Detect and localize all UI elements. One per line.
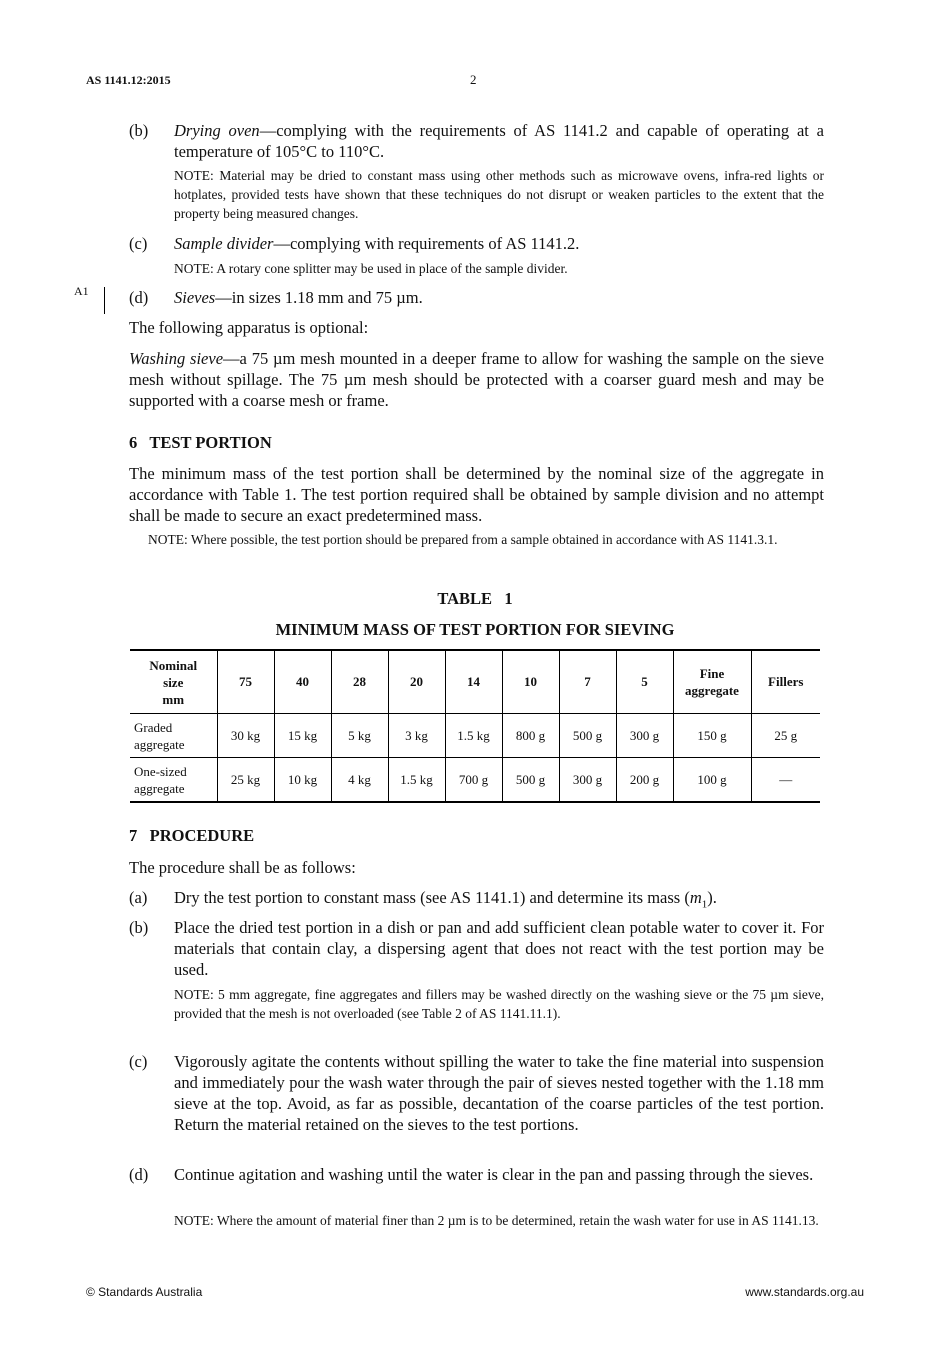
- table-cell: 15 kg: [274, 714, 331, 758]
- apparatus-item-c: [129, 233, 824, 255]
- step-label: (d): [129, 1165, 149, 1184]
- page-number: 2: [470, 72, 477, 87]
- table-cell: 4 kg: [331, 758, 388, 802]
- document-id: AS 1141.12:2015: [86, 73, 171, 87]
- row-label: Graded aggregate: [130, 714, 217, 758]
- table-cell: 1.5 kg: [445, 714, 502, 758]
- section-6-heading: 6 TEST PORTION: [129, 433, 272, 452]
- table-cell: 500 g: [559, 714, 616, 758]
- header-size: 7: [559, 651, 616, 714]
- table-header-row: [130, 651, 820, 714]
- step-label: (b): [129, 918, 149, 937]
- table-cell: 5 kg: [331, 714, 388, 758]
- item-term: Drying oven: [174, 121, 260, 140]
- section-6-note: NOTE: Where possible, the test portion should be prepared from a sample obtained in accordance with AS 1141.3.1.: [148, 532, 778, 547]
- mass-variable: m: [689, 888, 702, 907]
- section-7-intro: The procedure shall be as follows:: [129, 858, 356, 877]
- table-row: [130, 758, 820, 802]
- header-size: 20: [388, 651, 445, 714]
- table-cell: 100 g: [673, 758, 751, 802]
- footer-copyright: © Standards Australia: [86, 1285, 203, 1299]
- table-cell: —: [751, 758, 820, 802]
- step-text: Place the dried test portion in a dish or pan and add sufficient clean potable water to cover it. For materials that contain clay, a dispersing agent that does not react with the test portion may be used.: [174, 918, 824, 979]
- table-cell: 300 g: [616, 714, 673, 758]
- amendment-bar: [104, 287, 105, 314]
- header-fine-aggregate: Fine aggregate: [673, 651, 751, 714]
- row-label: One-sized aggregate: [130, 758, 217, 802]
- item-label: (d): [129, 288, 149, 307]
- table-cell: 25 kg: [217, 758, 274, 802]
- step-text: Vigorously agitate the contents without spilling the water to take the fine material into suspension and immediately pour the wash water through the pair of sieves nested together with the 1.18 mm sieve at the top. Avoid, as far as possible, decantation of the coarse particles of the test portion. Return the material retained on the sieves to the test portions.: [174, 1052, 824, 1134]
- item-text: —in sizes 1.18 mm and 75 µm.: [215, 288, 423, 307]
- section-7-heading: 7 PROCEDURE: [129, 826, 255, 845]
- table-cell: 800 g: [502, 714, 559, 758]
- header-size: 14: [445, 651, 502, 714]
- item-label: (c): [129, 234, 148, 253]
- section-6-text: The minimum mass of the test portion shall be determined by the nominal size of the aggregate in accordance with Table 1. The test portion required shall be obtained by sample division and no attempt shall be made to secure an exact predetermined mass.: [129, 464, 824, 525]
- item-term: Sample divider: [174, 234, 274, 253]
- table-cell: 500 g: [502, 758, 559, 802]
- item-text: —complying with the requirements of AS 1141.2 and capable of operating at a temperature of 105°C to 110°C.: [174, 121, 824, 161]
- table-cell: 25 g: [751, 714, 820, 758]
- header-fillers: Fillers: [751, 651, 820, 714]
- procedure-step-b: [129, 917, 824, 981]
- table-cell: 300 g: [559, 758, 616, 802]
- apparatus-item-b: [129, 120, 824, 164]
- footer-website[interactable]: www.standards.org.au: [745, 1285, 864, 1299]
- step-text: Continue agitation and washing until the water is clear in the pan and passing through the sieves.: [174, 1165, 814, 1184]
- washing-term: Washing sieve: [129, 349, 224, 368]
- apparatus-b-note: NOTE: Material may be dried to constant mass using other methods such as microwave ovens, infra-red lights or hotplates, provided tests have shown that these techniques do not disrupt or weaken particles to the extent that the property being measured changes.: [174, 168, 824, 221]
- item-text: —complying with requirements of AS 1141.2.: [273, 234, 580, 253]
- step-label: (c): [129, 1052, 148, 1071]
- table-cell: 10 kg: [274, 758, 331, 802]
- procedure-step-c: [129, 1051, 824, 1157]
- table-cell: 30 kg: [217, 714, 274, 758]
- table-cell: 1.5 kg: [388, 758, 445, 802]
- header-size: 40: [274, 651, 331, 714]
- header-size: 10: [502, 651, 559, 714]
- header-nominal-size: Nominal size mm: [149, 657, 198, 707]
- table-cell: 3 kg: [388, 714, 445, 758]
- item-term: Sieves: [174, 288, 216, 307]
- step-label: (a): [129, 888, 148, 907]
- amendment-marker: A1: [74, 284, 89, 298]
- table-title: MINIMUM MASS OF TEST PORTION FOR SIEVING: [275, 620, 675, 639]
- header-size: 75: [217, 651, 274, 714]
- procedure-step-d: [129, 1164, 824, 1208]
- table-1: [130, 649, 820, 803]
- item-label: (b): [129, 121, 149, 140]
- procedure-b-note: NOTE: 5 mm aggregate, fine aggregates and fillers may be washed directly on the washing sieve or the 75 µm sieve, provided that the mesh is not overloaded (see Table 2 of AS 1141.11.1).: [174, 987, 824, 1021]
- header-size: 5: [616, 651, 673, 714]
- apparatus-c-note: NOTE: A rotary cone splitter may be used in place of the sample divider.: [174, 261, 568, 276]
- table-cell: 200 g: [616, 758, 673, 802]
- table-cell: 700 g: [445, 758, 502, 802]
- table-row: [130, 714, 820, 758]
- header-size: 28: [331, 651, 388, 714]
- procedure-d-note: NOTE: Where the amount of material finer than 2 µm is to be determined, retain the wash water for use in AS 1141.13.: [174, 1213, 819, 1228]
- optional-intro: The following apparatus is optional:: [129, 318, 369, 337]
- procedure-step-a: (a) Dry the test portion to constant mass (see AS 1141.1) and determine its mass $(m_1)$.: [129, 888, 717, 911]
- washing-text: —a 75 µm mesh mounted in a deeper frame to allow for washing the sample on the sieve mesh without spillage. The 75 µm mesh should be protected with a coarser guard mesh and may be supported with a coarse mesh or frame.: [129, 349, 825, 410]
- table-label: TABLE 1: [437, 589, 513, 608]
- washing-sieve-paragraph: [129, 348, 824, 411]
- table-cell: 150 g: [673, 714, 751, 758]
- apparatus-item-d: [129, 287, 824, 309]
